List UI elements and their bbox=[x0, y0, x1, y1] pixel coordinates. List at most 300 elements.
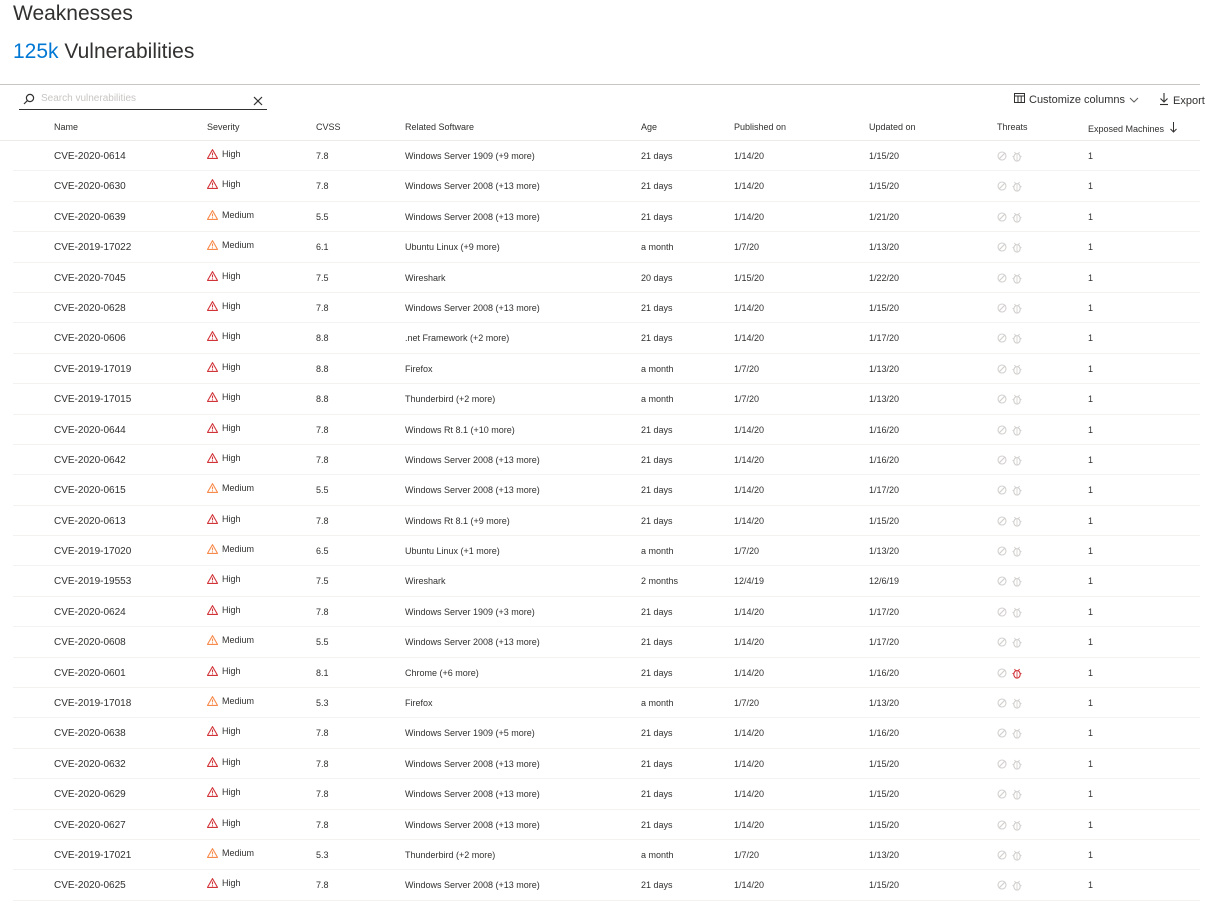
age: 21 days bbox=[641, 606, 673, 617]
published-on: 1/7/20 bbox=[734, 394, 760, 405]
exposed-machines: 1 bbox=[1088, 242, 1094, 253]
bug-icon bbox=[1012, 303, 1022, 316]
table-row[interactable] bbox=[13, 658, 1200, 688]
severity-label: High bbox=[222, 300, 241, 311]
exploit-icon bbox=[997, 151, 1007, 164]
updated-on: 1/15/20 bbox=[869, 515, 900, 526]
exposed-machines: 1 bbox=[1088, 880, 1094, 891]
warning-icon bbox=[207, 301, 218, 311]
severity-label: Medium bbox=[222, 483, 255, 494]
threats-cell bbox=[997, 850, 1022, 863]
updated-on: 12/6/19 bbox=[869, 576, 900, 587]
warning-icon bbox=[207, 392, 218, 402]
age: 21 days bbox=[641, 485, 673, 496]
vulnerability-name[interactable]: CVE-2020-0624 bbox=[54, 606, 126, 618]
age: a month bbox=[641, 242, 674, 253]
severity-label: High bbox=[222, 149, 241, 159]
updated-on: 1/13/20 bbox=[869, 394, 900, 405]
vulnerability-name[interactable]: CVE-2020-7045 bbox=[54, 272, 126, 284]
related-software: Windows Server 2008 (+13 more) bbox=[405, 302, 540, 313]
exposed-machines: 1 bbox=[1088, 363, 1094, 374]
exploit-icon bbox=[997, 273, 1007, 286]
bug-icon bbox=[1012, 485, 1022, 498]
updated-on: 1/16/20 bbox=[869, 424, 900, 435]
sort-descending-icon bbox=[1170, 122, 1177, 135]
threats-cell bbox=[997, 789, 1022, 802]
close-icon[interactable] bbox=[253, 93, 263, 111]
cvss-score: 7.8 bbox=[316, 880, 329, 891]
table-row[interactable] bbox=[13, 597, 1200, 627]
published-on: 1/7/20 bbox=[734, 698, 760, 709]
severity-label: High bbox=[222, 878, 241, 889]
bug-icon bbox=[1012, 455, 1022, 468]
age: 21 days bbox=[641, 151, 673, 161]
table-row[interactable] bbox=[13, 445, 1200, 475]
warning-icon bbox=[207, 331, 218, 341]
table-row[interactable] bbox=[13, 566, 1200, 596]
vulnerability-name[interactable]: CVE-2020-0644 bbox=[54, 424, 126, 436]
severity-cell bbox=[207, 635, 254, 645]
exposed-machines: 1 bbox=[1088, 789, 1094, 800]
exposed-machines: 1 bbox=[1088, 728, 1094, 739]
cvss-score: 7.8 bbox=[316, 515, 329, 526]
table-row[interactable] bbox=[13, 141, 1200, 171]
bug-icon bbox=[1012, 759, 1022, 772]
threats-cell bbox=[997, 455, 1022, 468]
related-software: Wireshark bbox=[405, 576, 446, 587]
age: 21 days bbox=[641, 333, 673, 344]
vulnerability-name[interactable]: CVE-2020-0630 bbox=[54, 181, 126, 193]
threats-cell bbox=[997, 394, 1022, 407]
severity-cell bbox=[207, 696, 254, 706]
table-row[interactable] bbox=[13, 840, 1200, 870]
page-title: Weaknesses bbox=[13, 2, 133, 25]
severity-label: High bbox=[222, 331, 241, 342]
table-row[interactable] bbox=[13, 870, 1200, 900]
vulnerability-name[interactable]: CVE-2019-17020 bbox=[54, 546, 132, 558]
exposed-machines: 1 bbox=[1088, 333, 1094, 344]
published-on: 1/7/20 bbox=[734, 363, 760, 374]
warning-icon bbox=[207, 483, 218, 493]
age: 21 days bbox=[641, 515, 673, 526]
export-label: Export bbox=[1173, 94, 1205, 107]
bug-icon bbox=[1012, 546, 1022, 559]
age: a month bbox=[641, 849, 674, 860]
related-software: Windows Server 2008 (+13 more) bbox=[405, 181, 540, 192]
warning-icon bbox=[207, 787, 218, 797]
severity-cell bbox=[207, 179, 241, 189]
bug-icon bbox=[1012, 576, 1022, 589]
vulnerability-name[interactable]: CVE-2020-0642 bbox=[54, 454, 126, 466]
table-row[interactable] bbox=[13, 202, 1200, 232]
threats-cell bbox=[997, 516, 1022, 529]
exploit-icon bbox=[997, 637, 1007, 650]
vulnerability-name[interactable]: CVE-2020-0608 bbox=[54, 637, 126, 649]
column-header-severity[interactable]: Severity bbox=[207, 122, 240, 132]
bug-icon bbox=[1012, 789, 1022, 802]
severity-cell bbox=[207, 514, 241, 524]
cvss-score: 8.1 bbox=[316, 667, 329, 678]
table-row[interactable] bbox=[13, 354, 1200, 384]
related-software: .net Framework (+2 more) bbox=[405, 333, 510, 344]
vulnerability-name[interactable]: CVE-2020-0628 bbox=[54, 302, 126, 314]
table-row[interactable] bbox=[13, 810, 1200, 840]
download-icon bbox=[1159, 93, 1169, 108]
table-row[interactable] bbox=[13, 323, 1200, 353]
updated-on: 1/13/20 bbox=[869, 698, 900, 709]
published-on: 1/14/20 bbox=[734, 728, 765, 739]
bug-icon bbox=[1012, 880, 1022, 893]
severity-cell bbox=[207, 392, 241, 402]
updated-on: 1/15/20 bbox=[869, 819, 900, 830]
bug-icon bbox=[1012, 242, 1022, 255]
cvss-score: 7.8 bbox=[316, 819, 329, 830]
exploit-icon bbox=[997, 364, 1007, 377]
severity-cell bbox=[207, 149, 241, 159]
exploit-icon bbox=[997, 425, 1007, 438]
related-software: Windows Server 2008 (+13 more) bbox=[405, 211, 540, 222]
published-on: 1/7/20 bbox=[734, 242, 760, 253]
age: a month bbox=[641, 363, 674, 374]
column-header-name[interactable]: Name bbox=[54, 122, 79, 132]
column-header-updated-on[interactable]: Updated on bbox=[869, 122, 916, 132]
threats-cell bbox=[997, 181, 1022, 194]
related-software: Wireshark bbox=[405, 272, 446, 283]
vulnerability-name[interactable]: CVE-2020-0601 bbox=[54, 667, 126, 679]
vulnerability-name[interactable]: CVE-2019-19553 bbox=[54, 576, 132, 588]
exploit-icon bbox=[997, 820, 1007, 833]
threats-cell bbox=[997, 546, 1022, 559]
related-software: Windows Server 2008 (+13 more) bbox=[405, 819, 540, 830]
vulnerability-name[interactable]: CVE-2020-0625 bbox=[54, 880, 126, 892]
severity-label: High bbox=[222, 574, 241, 585]
updated-on: 1/22/20 bbox=[869, 272, 900, 283]
bug-icon bbox=[1012, 273, 1022, 286]
threats-cell bbox=[997, 607, 1022, 620]
bug-icon bbox=[1012, 364, 1022, 377]
exploit-icon bbox=[997, 455, 1007, 468]
vulnerability-name[interactable]: CVE-2020-0614 bbox=[54, 151, 126, 162]
severity-label: High bbox=[222, 817, 241, 828]
cvss-score: 7.8 bbox=[316, 181, 329, 192]
warning-icon bbox=[207, 848, 218, 858]
severity-cell bbox=[207, 574, 241, 584]
updated-on: 1/17/20 bbox=[869, 637, 900, 648]
related-software: Chrome (+6 more) bbox=[405, 667, 479, 678]
cvss-score: 7.5 bbox=[316, 272, 329, 283]
exposed-machines: 1 bbox=[1088, 151, 1094, 161]
table-row[interactable] bbox=[13, 263, 1200, 293]
vulnerability-name[interactable]: CVE-2020-0615 bbox=[54, 485, 126, 497]
cvss-score: 7.8 bbox=[316, 789, 329, 800]
column-header-related-software[interactable]: Related Software bbox=[405, 122, 475, 132]
age: 20 days bbox=[641, 272, 673, 283]
related-software: Ubuntu Linux (+9 more) bbox=[405, 242, 500, 253]
vulnerability-name[interactable]: CVE-2019-17021 bbox=[54, 849, 132, 861]
published-on: 1/14/20 bbox=[734, 454, 765, 465]
threats-cell bbox=[997, 273, 1022, 286]
updated-on: 1/15/20 bbox=[869, 789, 900, 800]
severity-label: High bbox=[222, 726, 241, 737]
threats-cell bbox=[997, 364, 1022, 377]
exploit-icon bbox=[997, 698, 1007, 711]
published-on: 1/14/20 bbox=[734, 637, 765, 648]
warning-icon bbox=[207, 179, 218, 189]
severity-label: High bbox=[222, 392, 241, 403]
columns-icon bbox=[1014, 93, 1025, 106]
column-header-published-on[interactable]: Published on bbox=[734, 122, 787, 132]
count-label: Vulnerabilities bbox=[58, 40, 195, 63]
published-on: 1/14/20 bbox=[734, 485, 765, 496]
vulnerability-name[interactable]: CVE-2020-0627 bbox=[54, 819, 126, 831]
table-row[interactable] bbox=[13, 475, 1200, 505]
threats-cell bbox=[997, 242, 1022, 255]
updated-on: 1/17/20 bbox=[869, 606, 900, 617]
warning-icon bbox=[207, 635, 218, 645]
bug-icon bbox=[1012, 333, 1022, 346]
age: 21 days bbox=[641, 880, 673, 891]
cvss-score: 7.8 bbox=[316, 424, 329, 435]
related-software: Windows Server 2008 (+13 more) bbox=[405, 454, 540, 465]
severity-label: High bbox=[222, 452, 241, 463]
severity-label: Medium bbox=[222, 240, 255, 251]
exposed-machines: 1 bbox=[1088, 698, 1094, 709]
exposed-machines: 1 bbox=[1088, 211, 1094, 222]
related-software: Windows Server 2008 (+13 more) bbox=[405, 880, 540, 891]
related-software: Windows Server 1909 (+5 more) bbox=[405, 728, 535, 739]
severity-label: High bbox=[222, 361, 241, 372]
threats-cell bbox=[997, 820, 1022, 833]
severity-cell bbox=[207, 210, 254, 220]
warning-icon bbox=[207, 605, 218, 615]
severity-cell bbox=[207, 818, 241, 828]
cvss-score: 7.5 bbox=[316, 576, 329, 587]
customize-columns-label: Customize columns bbox=[1029, 93, 1125, 106]
related-software: Thunderbird (+2 more) bbox=[405, 849, 496, 860]
severity-cell bbox=[207, 666, 241, 676]
vulnerability-count bbox=[13, 40, 194, 64]
bug-icon bbox=[1012, 151, 1022, 164]
severity-label: Medium bbox=[222, 635, 255, 646]
bug-icon bbox=[1012, 668, 1022, 681]
severity-cell bbox=[207, 301, 241, 311]
age: 2 months bbox=[641, 576, 679, 587]
updated-on: 1/13/20 bbox=[869, 242, 900, 253]
cvss-score: 6.5 bbox=[316, 546, 329, 557]
exposed-machines: 1 bbox=[1088, 424, 1094, 435]
table-row[interactable] bbox=[13, 749, 1200, 779]
severity-cell bbox=[207, 362, 241, 372]
age: a month bbox=[641, 394, 674, 405]
updated-on: 1/15/20 bbox=[869, 151, 900, 161]
age: 21 days bbox=[641, 667, 673, 678]
vulnerability-name[interactable]: CVE-2020-0639 bbox=[54, 211, 126, 223]
warning-icon bbox=[207, 878, 218, 888]
severity-cell bbox=[207, 878, 241, 888]
warning-icon bbox=[207, 453, 218, 463]
exposed-machines: 1 bbox=[1088, 758, 1094, 769]
table-row[interactable] bbox=[13, 536, 1200, 566]
published-on: 1/14/20 bbox=[734, 819, 765, 830]
threats-cell bbox=[997, 637, 1022, 650]
published-on: 1/14/20 bbox=[734, 606, 765, 617]
search-box bbox=[19, 89, 267, 110]
age: 21 days bbox=[641, 819, 673, 830]
threats-cell bbox=[997, 485, 1022, 498]
threats-cell bbox=[997, 576, 1022, 589]
vulnerability-name[interactable]: CVE-2019-17019 bbox=[54, 363, 132, 375]
vulnerability-name[interactable]: CVE-2019-17015 bbox=[54, 394, 132, 406]
exploit-icon bbox=[997, 759, 1007, 772]
chevron-down-icon bbox=[1129, 94, 1139, 106]
severity-label: High bbox=[222, 513, 241, 524]
age: 21 days bbox=[641, 211, 673, 222]
table-row[interactable] bbox=[13, 293, 1200, 323]
cvss-score: 7.8 bbox=[316, 454, 329, 465]
severity-label: High bbox=[222, 179, 241, 190]
updated-on: 1/13/20 bbox=[869, 546, 900, 557]
exposed-machines: 1 bbox=[1088, 485, 1094, 496]
exposed-machines: 1 bbox=[1088, 272, 1094, 283]
exploit-icon bbox=[997, 546, 1007, 559]
severity-label: High bbox=[222, 787, 241, 798]
related-software: Windows Rt 8.1 (+9 more) bbox=[405, 515, 510, 526]
severity-cell bbox=[207, 757, 241, 767]
published-on: 1/15/20 bbox=[734, 272, 765, 283]
related-software: Thunderbird (+2 more) bbox=[405, 394, 496, 405]
bug-icon bbox=[1012, 181, 1022, 194]
table-row[interactable] bbox=[13, 688, 1200, 718]
age: 21 days bbox=[641, 637, 673, 648]
threats-cell bbox=[997, 759, 1022, 772]
warning-icon bbox=[207, 423, 218, 433]
severity-cell bbox=[207, 605, 241, 615]
search-input[interactable] bbox=[41, 90, 241, 107]
bug-icon bbox=[1012, 698, 1022, 711]
warning-icon bbox=[207, 726, 218, 736]
warning-icon bbox=[207, 818, 218, 828]
exploit-icon bbox=[997, 880, 1007, 893]
vulnerability-name[interactable]: CVE-2020-0638 bbox=[54, 728, 126, 740]
table-row[interactable] bbox=[13, 232, 1200, 262]
exposed-machines: 1 bbox=[1088, 181, 1094, 192]
updated-on: 1/13/20 bbox=[869, 849, 900, 860]
cvss-score: 6.1 bbox=[316, 242, 329, 253]
age: 21 days bbox=[641, 302, 673, 313]
severity-cell bbox=[207, 544, 254, 554]
table-row[interactable] bbox=[13, 718, 1200, 748]
exploit-icon bbox=[997, 789, 1007, 802]
warning-icon bbox=[207, 666, 218, 676]
threats-cell bbox=[997, 333, 1022, 346]
exploit-icon bbox=[997, 333, 1007, 346]
cvss-score: 7.8 bbox=[316, 728, 329, 739]
table-row[interactable] bbox=[13, 384, 1200, 414]
cvss-score: 5.3 bbox=[316, 849, 329, 860]
vulnerability-name[interactable]: CVE-2020-0629 bbox=[54, 789, 126, 801]
table-row[interactable] bbox=[13, 506, 1200, 536]
cvss-score: 8.8 bbox=[316, 363, 329, 374]
updated-on: 1/16/20 bbox=[869, 728, 900, 739]
vulnerability-name[interactable]: CVE-2019-17018 bbox=[54, 698, 132, 710]
bug-icon bbox=[1012, 516, 1022, 529]
published-on: 1/14/20 bbox=[734, 880, 765, 891]
vulnerability-name[interactable]: CVE-2019-17022 bbox=[54, 242, 132, 254]
published-on: 1/14/20 bbox=[734, 211, 765, 222]
severity-cell bbox=[207, 240, 254, 250]
column-header-cvss[interactable]: CVSS bbox=[316, 122, 341, 132]
severity-label: Medium bbox=[222, 696, 255, 707]
cvss-score: 8.8 bbox=[316, 394, 329, 405]
age: 21 days bbox=[641, 728, 673, 739]
threats-cell bbox=[997, 880, 1022, 893]
exploit-icon bbox=[997, 394, 1007, 407]
updated-on: 1/15/20 bbox=[869, 181, 900, 192]
published-on: 1/14/20 bbox=[734, 181, 765, 192]
cvss-score: 5.3 bbox=[316, 698, 329, 709]
published-on: 1/14/20 bbox=[734, 333, 765, 344]
cvss-score: 8.8 bbox=[316, 333, 329, 344]
table-row[interactable] bbox=[13, 171, 1200, 201]
column-header-age[interactable]: Age bbox=[641, 122, 658, 132]
export-button[interactable] bbox=[1159, 93, 1205, 108]
customize-columns-button[interactable] bbox=[1014, 93, 1139, 106]
exposed-machines-label: Exposed Machines bbox=[1088, 123, 1165, 134]
vulnerability-name[interactable]: CVE-2020-0632 bbox=[54, 758, 126, 770]
related-software: Ubuntu Linux (+1 more) bbox=[405, 546, 500, 557]
table-row[interactable] bbox=[13, 779, 1200, 809]
bug-icon bbox=[1012, 212, 1022, 225]
vulnerability-name[interactable]: CVE-2020-0613 bbox=[54, 515, 126, 527]
published-on: 1/14/20 bbox=[734, 667, 765, 678]
severity-label: High bbox=[222, 665, 241, 676]
threats-cell bbox=[997, 698, 1022, 711]
severity-label: High bbox=[222, 270, 241, 281]
cvss-score: 7.8 bbox=[316, 606, 329, 617]
related-software: Windows Server 1909 (+9 more) bbox=[405, 151, 535, 161]
exposed-machines: 1 bbox=[1088, 394, 1094, 405]
cvss-score: 7.8 bbox=[316, 151, 329, 161]
severity-label: High bbox=[222, 604, 241, 615]
published-on: 1/14/20 bbox=[734, 302, 765, 313]
bug-icon bbox=[1012, 728, 1022, 741]
exploit-icon bbox=[997, 485, 1007, 498]
warning-icon bbox=[207, 362, 218, 372]
column-header-exposed-machines[interactable] bbox=[1088, 122, 1177, 135]
table-row[interactable] bbox=[13, 415, 1200, 445]
exposed-machines: 1 bbox=[1088, 637, 1094, 648]
column-header-threats[interactable]: Threats bbox=[997, 122, 1028, 132]
severity-label: High bbox=[222, 422, 241, 433]
exploit-icon bbox=[997, 576, 1007, 589]
warning-icon bbox=[207, 696, 218, 706]
published-on: 1/14/20 bbox=[734, 515, 765, 526]
cvss-score: 5.5 bbox=[316, 637, 329, 648]
search-icon bbox=[23, 92, 35, 110]
severity-cell bbox=[207, 726, 241, 736]
updated-on: 1/21/20 bbox=[869, 211, 900, 222]
warning-icon bbox=[207, 210, 218, 220]
exploit-icon bbox=[997, 607, 1007, 620]
vulnerability-name[interactable]: CVE-2020-0606 bbox=[54, 333, 126, 345]
exposed-machines: 1 bbox=[1088, 606, 1094, 617]
age: 21 days bbox=[641, 789, 673, 800]
table-row[interactable] bbox=[13, 627, 1200, 657]
warning-icon bbox=[207, 271, 218, 281]
threats-cell bbox=[997, 668, 1022, 681]
bug-icon bbox=[1012, 637, 1022, 650]
exposed-machines: 1 bbox=[1088, 667, 1094, 678]
